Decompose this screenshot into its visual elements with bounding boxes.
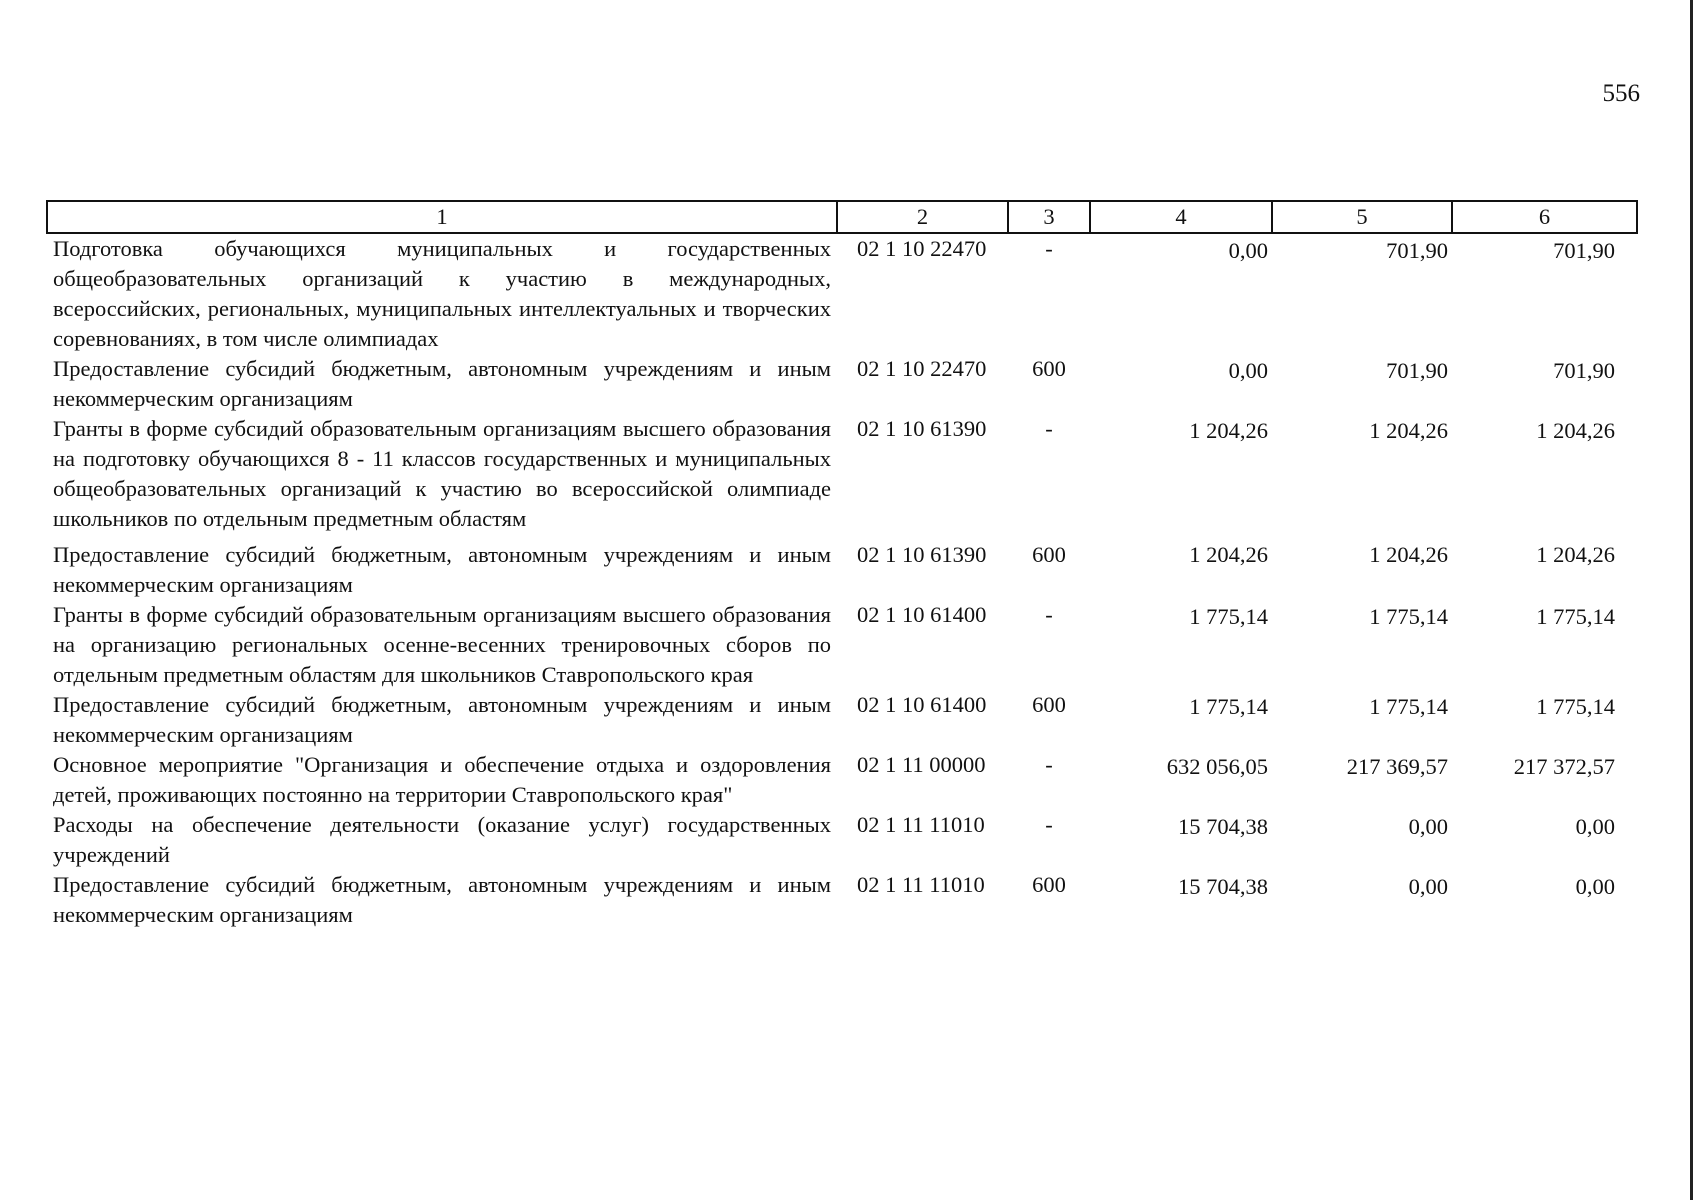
row-code: 02 1 11 11010 (857, 872, 985, 897)
header-row (47, 201, 1637, 233)
row-col6-value: 701,90 (1553, 238, 1615, 263)
row-col6-value: 1 775,14 (1536, 604, 1615, 629)
header-col-2: 2 (837, 201, 1008, 233)
table-row (47, 690, 1637, 750)
header-col-1: 1 (47, 201, 837, 233)
table-row (47, 750, 1637, 810)
table-row (47, 354, 1637, 414)
row-col5-value: 0,00 (1408, 874, 1448, 899)
row-col5-value: 217 369,57 (1346, 754, 1448, 779)
table-row (47, 870, 1637, 930)
row-col6-value: 0,00 (1575, 874, 1615, 899)
row-col4-value: 15 704,38 (1178, 874, 1268, 899)
row-description: Гранты в форме субсидий образовательным организациям высшего образования на организацию региональных осенне-весенних тренировочных сборов по отдельным предметным областям для школьников Ставропольского края (53, 602, 831, 687)
row-type: - (1045, 236, 1053, 261)
row-description: Подготовка обучающихся муниципальных и государственных общеобразовательных организаций к участию в международных, всероссийских, региональных, муниципальных интеллектуальных и творческих соревнованиях, в том числе олимпиадах (53, 236, 831, 351)
row-code: 02 1 11 11010 (857, 812, 985, 837)
header-col-3: 3 (1008, 201, 1090, 233)
row-code: 02 1 10 22470 (857, 236, 987, 261)
row-col6-value: 1 204,26 (1536, 542, 1615, 567)
row-description: Гранты в форме субсидий образовательным организациям высшего образования на подготовку обучающихся 8 - 11 классов государственных и муниципальных общеобразовательных организаций к участию во всероссийской олимпиаде школьников по отдельным предметным областям (53, 416, 831, 531)
row-col5-value: 1 204,26 (1369, 418, 1448, 443)
row-type: 600 (1032, 692, 1066, 717)
row-col5-value: 1 204,26 (1369, 542, 1448, 567)
row-col5-value: 701,90 (1386, 358, 1448, 383)
row-description: Предоставление субсидий бюджетным, автономным учреждениям и иным некоммерческим организациям (53, 356, 831, 411)
table-row (47, 600, 1637, 690)
budget-table (46, 200, 1638, 930)
table-row (47, 414, 1637, 534)
table-row (47, 534, 1637, 600)
row-type: - (1045, 416, 1053, 441)
row-col4-value: 0,00 (1228, 358, 1268, 383)
row-type: 600 (1032, 872, 1066, 897)
row-col5-value: 701,90 (1386, 238, 1448, 263)
table-row (47, 810, 1637, 870)
row-code: 02 1 10 22470 (857, 356, 987, 381)
header-col-5: 5 (1272, 201, 1452, 233)
row-code: 02 1 10 61390 (857, 416, 987, 441)
row-type: - (1045, 752, 1053, 777)
row-col5-value: 1 775,14 (1369, 694, 1448, 719)
row-col6-value: 1 775,14 (1536, 694, 1615, 719)
row-code: 02 1 11 00000 (857, 752, 986, 777)
row-col4-value: 0,00 (1228, 238, 1268, 263)
row-col5-value: 1 775,14 (1369, 604, 1448, 629)
row-type: 600 (1032, 542, 1066, 567)
row-code: 02 1 10 61400 (857, 692, 987, 717)
row-col4-value: 1 775,14 (1189, 694, 1268, 719)
row-col6-value: 1 204,26 (1536, 418, 1615, 443)
row-col6-value: 217 372,57 (1513, 754, 1615, 779)
page-number: 556 (1602, 80, 1640, 107)
row-col4-value: 1 775,14 (1189, 604, 1268, 629)
row-type: - (1045, 602, 1053, 627)
table-row (47, 233, 1637, 354)
header-col-6: 6 (1452, 201, 1637, 233)
header-col-4: 4 (1090, 201, 1272, 233)
row-col4-value: 15 704,38 (1178, 814, 1268, 839)
row-col4-value: 632 056,05 (1166, 754, 1268, 779)
row-col6-value: 0,00 (1575, 814, 1615, 839)
row-col5-value: 0,00 (1408, 814, 1448, 839)
row-type: 600 (1032, 356, 1066, 381)
row-description: Предоставление субсидий бюджетным, автономным учреждениям и иным некоммерческим организациям (53, 542, 831, 597)
row-col4-value: 1 204,26 (1189, 418, 1268, 443)
row-description: Предоставление субсидий бюджетным, автономным учреждениям и иным некоммерческим организациям (53, 692, 831, 747)
row-type: - (1045, 812, 1053, 837)
row-code: 02 1 10 61390 (857, 542, 987, 567)
row-col6-value: 701,90 (1553, 358, 1615, 383)
row-col4-value: 1 204,26 (1189, 542, 1268, 567)
budget-table-container (46, 200, 1636, 930)
row-description: Основное мероприятие "Организация и обеспечение отдыха и оздоровления детей, проживающих постоянно на территории Ставропольского края" (53, 752, 831, 807)
row-description: Предоставление субсидий бюджетным, автономным учреждениям и иным некоммерческим организациям (53, 872, 831, 927)
row-code: 02 1 10 61400 (857, 602, 987, 627)
scan-edge (1690, 0, 1693, 1200)
row-description: Расходы на обеспечение деятельности (оказание услуг) государственных учреждений (53, 812, 831, 867)
